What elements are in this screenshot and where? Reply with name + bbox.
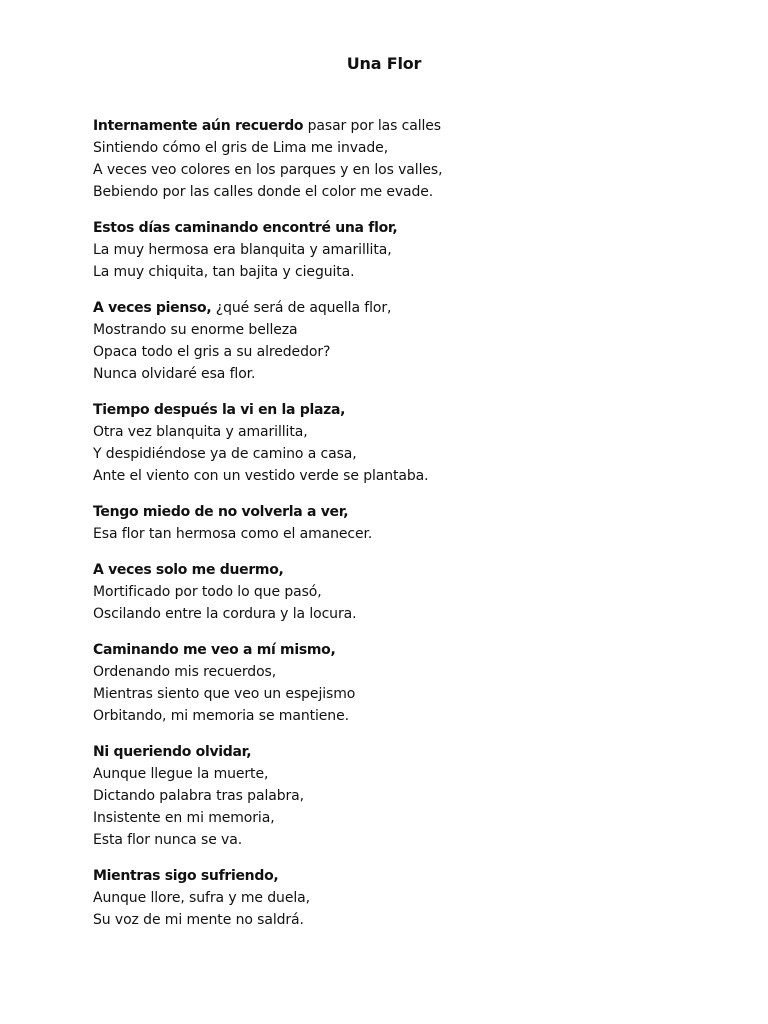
poem-line-text: Aunque llore, sufra y me duela,	[93, 890, 310, 906]
poem-line-text: Y despidiéndose ya de camino a casa,	[93, 446, 357, 462]
poem-line	[93, 523, 713, 545]
poem-line-bold: Tiempo después la vi en la plaza,	[93, 402, 346, 418]
poem-line	[93, 399, 713, 421]
poem-line	[93, 181, 713, 203]
poem-line-bold: Ni queriendo olvidar,	[93, 744, 252, 760]
poem-line-text: Sintiendo cómo el gris de Lima me invade,	[93, 140, 389, 156]
poem-line	[93, 217, 713, 239]
poem-line	[93, 581, 713, 603]
poem-line	[93, 443, 713, 465]
poem-line	[93, 865, 713, 887]
poem-line-text: Su voz de mi mente no saldrá.	[93, 912, 304, 928]
poem-line-text: Mostrando su enorme belleza	[93, 322, 298, 338]
stanza	[93, 297, 713, 385]
poem-line-text: Aunque llegue la muerte,	[93, 766, 269, 782]
poem-line	[93, 501, 713, 523]
stanza	[93, 559, 713, 625]
poem-line-text: Ante el viento con un vestido verde se plantaba.	[93, 468, 429, 484]
poem-line	[93, 137, 713, 159]
poem-line	[93, 363, 713, 385]
poem-line-text: ¿qué será de aquella flor,	[211, 300, 392, 316]
poem-line	[93, 829, 713, 851]
poem-line	[93, 763, 713, 785]
poem-line-bold: Tengo miedo de no volverla a ver,	[93, 504, 349, 520]
poem-line	[93, 909, 713, 931]
poem-line-text: Mortificado por todo lo que pasó,	[93, 584, 322, 600]
poem-line-text: Mientras siento que veo un espejismo	[93, 686, 356, 702]
poem-line-text: pasar por las calles	[303, 118, 441, 134]
poem-line	[93, 639, 713, 661]
stanza	[93, 501, 713, 545]
poem-line	[93, 661, 713, 683]
poem-line-text: Opaca todo el gris a su alrededor?	[93, 344, 331, 360]
poem-line-text: A veces veo colores en los parques y en los valles,	[93, 162, 443, 178]
poem-line-text: Esa flor tan hermosa como el amanecer.	[93, 526, 373, 542]
poem-line	[93, 297, 713, 319]
poem-line	[93, 807, 713, 829]
poem-line	[93, 115, 713, 137]
stanza	[93, 865, 713, 931]
poem-line-text: La muy hermosa era blanquita y amarillita,	[93, 242, 392, 258]
poem-line	[93, 603, 713, 625]
poem-line	[93, 683, 713, 705]
stanza	[93, 639, 713, 727]
stanza	[93, 399, 713, 487]
poem-line	[93, 465, 713, 487]
poem-line	[93, 159, 713, 181]
poem-line-bold: Internamente aún recuerdo	[93, 118, 304, 134]
poem-line-text: Otra vez blanquita y amarillita,	[93, 424, 308, 440]
poem-line	[93, 319, 713, 341]
poem-line-bold: Mientras sigo sufriendo,	[93, 868, 279, 884]
poem-title: Una Flor	[346, 54, 422, 73]
poem-line	[93, 559, 713, 581]
poem-line	[93, 887, 713, 909]
poem-line	[93, 239, 713, 261]
poem-line-text: Ordenando mis recuerdos,	[93, 664, 277, 680]
poem-line	[93, 785, 713, 807]
poem-line-text: Bebiendo por las calles donde el color me evade.	[93, 184, 434, 200]
poem-line	[93, 741, 713, 763]
poem-line	[93, 341, 713, 363]
poem-line-text: Nunca olvidaré esa flor.	[93, 366, 256, 382]
stanza	[93, 217, 713, 283]
poem-line-bold: A veces pienso,	[93, 300, 212, 316]
poem-line-bold: Caminando me veo a mí mismo,	[93, 642, 336, 658]
poem-line-text: Orbitando, mi memoria se mantiene.	[93, 708, 349, 724]
poem-line	[93, 421, 713, 443]
poem-line-text: Dictando palabra tras palabra,	[93, 788, 304, 804]
stanza	[93, 115, 713, 203]
poem-line-text: Insistente en mi memoria,	[93, 810, 275, 826]
stanza	[93, 741, 713, 851]
poem-line-text: La muy chiquita, tan bajita y cieguita.	[93, 264, 355, 280]
poem-line	[93, 705, 713, 727]
poem-line	[93, 261, 713, 283]
poem-line-text: Esta flor nunca se va.	[93, 832, 243, 848]
poem-body	[93, 115, 713, 945]
poem-line-bold: Estos días caminando encontré una flor,	[93, 220, 398, 236]
poem-line-text: Oscilando entre la cordura y la locura.	[93, 606, 357, 622]
poem-line-bold: A veces solo me duermo,	[93, 562, 284, 578]
